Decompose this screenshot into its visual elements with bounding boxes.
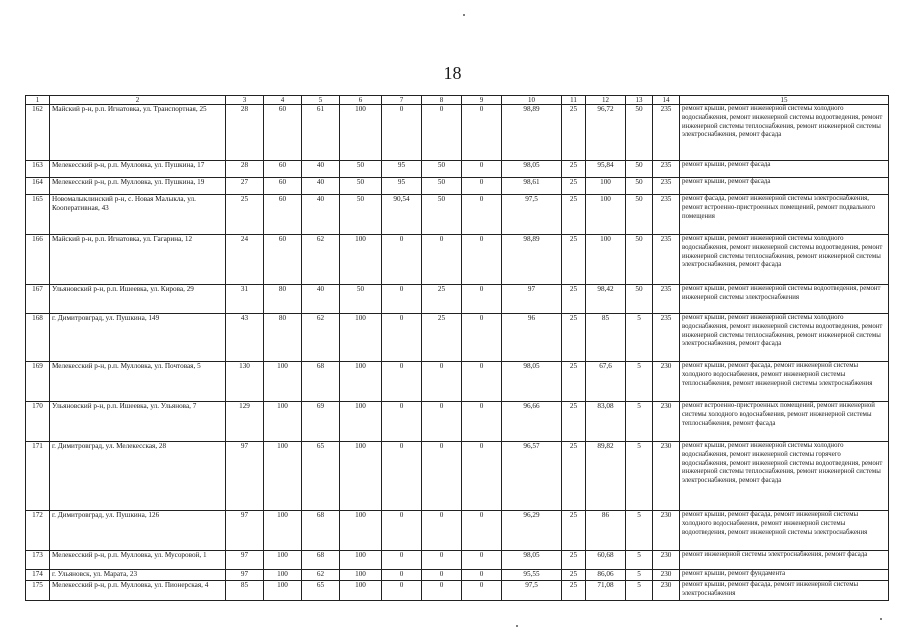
value-cell: 86 (586, 511, 626, 551)
value-cell: 0 (462, 195, 502, 235)
value-cell: 50 (340, 161, 382, 178)
value-cell: 50 (422, 161, 462, 178)
column-header: 13 (626, 96, 653, 105)
column-header: 12 (586, 96, 626, 105)
column-header: 10 (502, 96, 562, 105)
value-cell: 25 (562, 511, 586, 551)
value-cell: 100 (264, 402, 302, 442)
value-cell: 25 (562, 402, 586, 442)
value-cell: 0 (382, 511, 422, 551)
value-cell: 95 (382, 178, 422, 195)
value-cell: 130 (226, 362, 264, 402)
row-number: 168 (26, 314, 50, 362)
value-cell: 97 (226, 511, 264, 551)
value-cell: 85 (226, 581, 264, 601)
value-cell: 0 (422, 402, 462, 442)
value-cell: 69 (302, 402, 340, 442)
value-cell: 230 (653, 570, 680, 581)
row-number: 163 (26, 161, 50, 178)
value-cell: 5 (626, 314, 653, 362)
value-cell: 31 (226, 285, 264, 314)
value-cell: 235 (653, 178, 680, 195)
value-cell: 0 (462, 235, 502, 285)
value-cell: 80 (264, 285, 302, 314)
value-cell: 80 (264, 314, 302, 362)
value-cell: 100 (340, 442, 382, 511)
value-cell: 40 (302, 195, 340, 235)
table-row (26, 105, 889, 161)
address-cell: г. Димитровград, ул. Мелекесская, 28 (50, 442, 226, 511)
value-cell: 0 (422, 511, 462, 551)
value-cell: 100 (340, 235, 382, 285)
works-cell: ремонт встроенно-пристроенных помещений, ремонт инженерной системы холодного водоснабжения, ремонт инженерной системы теплоснабжения, ремонт фасада (680, 402, 889, 442)
value-cell: 235 (653, 195, 680, 235)
row-number: 167 (26, 285, 50, 314)
value-cell: 0 (462, 511, 502, 551)
column-header: 9 (462, 96, 502, 105)
value-cell: 50 (422, 178, 462, 195)
value-cell: 97 (226, 570, 264, 581)
value-cell: 25 (562, 314, 586, 362)
works-cell: ремонт фасада, ремонт инженерной системы электроснабжения, ремонт встроенно-пристроенных помещений, ремонт подвального помещения (680, 195, 889, 235)
column-header: 11 (562, 96, 586, 105)
value-cell: 235 (653, 285, 680, 314)
value-cell: 85 (586, 314, 626, 362)
value-cell: 60 (264, 105, 302, 161)
value-cell: 0 (462, 105, 502, 161)
value-cell: 96,72 (586, 105, 626, 161)
value-cell: 65 (302, 581, 340, 601)
address-cell: г. Ульяновск, ул. Марата, 23 (50, 570, 226, 581)
value-cell: 68 (302, 551, 340, 570)
value-cell: 0 (422, 235, 462, 285)
value-cell: 98,05 (502, 551, 562, 570)
table-row (26, 195, 889, 235)
value-cell: 86,06 (586, 570, 626, 581)
address-cell: Ульяновский р-н, р.п. Ишеевка, ул. Кирова, 29 (50, 285, 226, 314)
column-header: 15 (680, 96, 889, 105)
value-cell: 100 (340, 105, 382, 161)
value-cell: 100 (264, 581, 302, 601)
works-cell: ремонт крыши, ремонт фасада, ремонт инженерной системы электроснабжения (680, 581, 889, 601)
value-cell: 50 (422, 195, 462, 235)
value-cell: 0 (382, 442, 422, 511)
row-number: 170 (26, 402, 50, 442)
value-cell: 62 (302, 570, 340, 581)
value-cell: 95 (382, 161, 422, 178)
value-cell: 68 (302, 362, 340, 402)
value-cell: 0 (462, 362, 502, 402)
value-cell: 25 (562, 581, 586, 601)
value-cell: 25 (562, 551, 586, 570)
value-cell: 100 (340, 551, 382, 570)
value-cell: 100 (586, 195, 626, 235)
value-cell: 5 (626, 442, 653, 511)
table-row (26, 161, 889, 178)
works-cell: ремонт инженерной системы электроснабжения, ремонт фасада (680, 551, 889, 570)
value-cell: 97,5 (502, 195, 562, 235)
value-cell: 100 (264, 362, 302, 402)
value-cell: 50 (626, 285, 653, 314)
value-cell: 0 (422, 442, 462, 511)
value-cell: 100 (340, 362, 382, 402)
value-cell: 230 (653, 551, 680, 570)
page-number: 18 (443, 63, 462, 83)
value-cell: 100 (586, 235, 626, 285)
value-cell: 5 (626, 581, 653, 601)
value-cell: 25 (422, 285, 462, 314)
column-header: 1 (26, 96, 50, 105)
works-cell: ремонт крыши, ремонт инженерной системы холодного водоснабжения, ремонт инженерной системы водоотведения, ремонт инженерной системы теплоснабжения, ремонт инженерной системы электроснабжения, ремонт фасада (680, 314, 889, 362)
value-cell: 0 (462, 442, 502, 511)
value-cell: 25 (562, 442, 586, 511)
value-cell: 0 (382, 581, 422, 601)
value-cell: 95,84 (586, 161, 626, 178)
address-cell: г. Димитровград, ул. Пушкина, 126 (50, 511, 226, 551)
address-cell: Мелекесский р-н, р.п. Мулловка, ул. Пушкина, 19 (50, 178, 226, 195)
value-cell: 89,82 (586, 442, 626, 511)
table-row (26, 402, 889, 442)
value-cell: 50 (626, 161, 653, 178)
value-cell: 100 (264, 570, 302, 581)
value-cell: 24 (226, 235, 264, 285)
column-header: 5 (302, 96, 340, 105)
value-cell: 62 (302, 235, 340, 285)
table-row (26, 362, 889, 402)
value-cell: 100 (340, 511, 382, 551)
value-cell: 0 (382, 362, 422, 402)
value-cell: 230 (653, 581, 680, 601)
value-cell: 90,54 (382, 195, 422, 235)
value-cell: 0 (382, 105, 422, 161)
address-cell: Майский р-н, р.п. Игнатовка, ул. Транспортная, 25 (50, 105, 226, 161)
value-cell: 5 (626, 551, 653, 570)
row-number: 169 (26, 362, 50, 402)
table-row (26, 314, 889, 362)
column-header: 6 (340, 96, 382, 105)
value-cell: 25 (226, 195, 264, 235)
value-cell: 0 (422, 551, 462, 570)
table-row (26, 235, 889, 285)
table-row (26, 285, 889, 314)
value-cell: 60 (264, 235, 302, 285)
value-cell: 98,89 (502, 105, 562, 161)
value-cell: 0 (382, 551, 422, 570)
address-cell: Ульяновский р-н, р.п. Ишеевка, ул. Ульянова, 7 (50, 402, 226, 442)
value-cell: 50 (340, 178, 382, 195)
value-cell: 100 (586, 178, 626, 195)
value-cell: 83,08 (586, 402, 626, 442)
value-cell: 0 (382, 235, 422, 285)
value-cell: 28 (226, 105, 264, 161)
value-cell: 129 (226, 402, 264, 442)
value-cell: 230 (653, 442, 680, 511)
works-cell: ремонт крыши, ремонт инженерной системы холодного водоснабжения, ремонт инженерной системы горячего водоснабжения, ремонт инженерной системы водоотведения, ремонт инженерной системы теплоснабжения, ремонт инженерной системы электроснабжения, ремонт фасада (680, 442, 889, 511)
row-number: 171 (26, 442, 50, 511)
value-cell: 0 (382, 570, 422, 581)
value-cell: 0 (422, 362, 462, 402)
value-cell: 96,29 (502, 511, 562, 551)
value-cell: 25 (562, 105, 586, 161)
value-cell: 230 (653, 362, 680, 402)
value-cell: 50 (626, 195, 653, 235)
value-cell: 235 (653, 161, 680, 178)
works-cell: ремонт крыши, ремонт фундамента (680, 570, 889, 581)
value-cell: 98,05 (502, 161, 562, 178)
value-cell: 67,6 (586, 362, 626, 402)
works-cell: ремонт крыши, ремонт инженерной системы холодного водоснабжения, ремонт инженерной системы водоотведения, ремонт инженерной системы теплоснабжения, ремонт инженерной системы электроснабжения, ремонт фасада (680, 105, 889, 161)
value-cell: 5 (626, 511, 653, 551)
value-cell: 0 (462, 161, 502, 178)
address-cell: г. Димитровград, ул. Пушкина, 149 (50, 314, 226, 362)
row-number: 175 (26, 581, 50, 601)
value-cell: 96,66 (502, 402, 562, 442)
column-header-row (26, 96, 889, 105)
scan-speck (463, 14, 465, 16)
row-number: 165 (26, 195, 50, 235)
scan-speck (516, 625, 518, 627)
works-cell: ремонт крыши, ремонт инженерной системы холодного водоснабжения, ремонт инженерной системы водоотведения, ремонт инженерной системы теплоснабжения, ремонт инженерной системы электроснабжения, ремонт фасада (680, 235, 889, 285)
value-cell: 25 (562, 570, 586, 581)
value-cell: 97 (226, 442, 264, 511)
row-number: 174 (26, 570, 50, 581)
value-cell: 100 (340, 570, 382, 581)
address-cell: Майский р-н, р.п. Игнатовка, ул. Гагарина, 12 (50, 235, 226, 285)
works-cell: ремонт крыши, ремонт фасада (680, 161, 889, 178)
value-cell: 62 (302, 314, 340, 362)
table-row (26, 511, 889, 551)
value-cell: 68 (302, 511, 340, 551)
value-cell: 97,5 (502, 581, 562, 601)
value-cell: 40 (302, 178, 340, 195)
table-row (26, 442, 889, 511)
works-cell: ремонт крыши, ремонт фасада, ремонт инженерной системы холодного водоснабжения, ремонт инженерной системы водоотведения, ремонт инженерной системы электроснабжения (680, 511, 889, 551)
value-cell: 100 (264, 511, 302, 551)
value-cell: 97 (502, 285, 562, 314)
value-cell: 5 (626, 402, 653, 442)
address-cell: Новомалыклинский р-н, с. Новая Малыкла, ул. Кооперативная, 43 (50, 195, 226, 235)
value-cell: 0 (382, 285, 422, 314)
column-header: 3 (226, 96, 264, 105)
value-cell: 97 (226, 551, 264, 570)
value-cell: 61 (302, 105, 340, 161)
value-cell: 96 (502, 314, 562, 362)
row-number: 166 (26, 235, 50, 285)
value-cell: 98,89 (502, 235, 562, 285)
value-cell: 235 (653, 314, 680, 362)
value-cell: 0 (462, 178, 502, 195)
value-cell: 25 (562, 178, 586, 195)
value-cell: 0 (422, 105, 462, 161)
table-row (26, 570, 889, 581)
value-cell: 27 (226, 178, 264, 195)
value-cell: 60 (264, 195, 302, 235)
column-header: 8 (422, 96, 462, 105)
value-cell: 98,05 (502, 362, 562, 402)
column-header: 14 (653, 96, 680, 105)
value-cell: 100 (264, 551, 302, 570)
value-cell: 60 (264, 161, 302, 178)
value-cell: 43 (226, 314, 264, 362)
address-cell: Мелекесский р-н, р.п. Мулловка, ул. Пионерская, 4 (50, 581, 226, 601)
value-cell: 25 (562, 161, 586, 178)
value-cell: 100 (340, 314, 382, 362)
value-cell: 25 (562, 235, 586, 285)
table-row (26, 581, 889, 601)
column-header: 4 (264, 96, 302, 105)
value-cell: 25 (422, 314, 462, 362)
value-cell: 0 (462, 314, 502, 362)
row-number: 162 (26, 105, 50, 161)
value-cell: 25 (562, 362, 586, 402)
value-cell: 25 (562, 195, 586, 235)
address-cell: Мелекесский р-н, р.п. Мулловка, ул. Почтовая, 5 (50, 362, 226, 402)
value-cell: 235 (653, 235, 680, 285)
value-cell: 100 (264, 442, 302, 511)
scan-speck (880, 618, 882, 620)
works-cell: ремонт крыши, ремонт фасада, ремонт инженерной системы холодного водоснабжения, ремонт инженерной системы теплоснабжения, ремонт инженерной системы электроснабжения (680, 362, 889, 402)
value-cell: 60 (264, 178, 302, 195)
repair-schedule-table (25, 95, 889, 601)
works-cell: ремонт крыши, ремонт фасада (680, 178, 889, 195)
address-cell: Мелекесский р-н, р.п. Мулловка, ул. Пушкина, 17 (50, 161, 226, 178)
value-cell: 60,68 (586, 551, 626, 570)
value-cell: 0 (462, 551, 502, 570)
value-cell: 95,55 (502, 570, 562, 581)
value-cell: 65 (302, 442, 340, 511)
value-cell: 0 (382, 402, 422, 442)
value-cell: 0 (462, 285, 502, 314)
value-cell: 50 (626, 105, 653, 161)
value-cell: 71,08 (586, 581, 626, 601)
value-cell: 50 (340, 285, 382, 314)
value-cell: 230 (653, 402, 680, 442)
column-header: 7 (382, 96, 422, 105)
value-cell: 50 (340, 195, 382, 235)
value-cell: 0 (462, 570, 502, 581)
value-cell: 5 (626, 570, 653, 581)
value-cell: 98,42 (586, 285, 626, 314)
value-cell: 96,57 (502, 442, 562, 511)
value-cell: 40 (302, 285, 340, 314)
table-row (26, 551, 889, 570)
value-cell: 100 (340, 402, 382, 442)
value-cell: 50 (626, 178, 653, 195)
value-cell: 50 (626, 235, 653, 285)
value-cell: 28 (226, 161, 264, 178)
value-cell: 40 (302, 161, 340, 178)
value-cell: 98,61 (502, 178, 562, 195)
value-cell: 0 (462, 402, 502, 442)
value-cell: 0 (422, 570, 462, 581)
table-row (26, 178, 889, 195)
row-number: 173 (26, 551, 50, 570)
value-cell: 0 (382, 314, 422, 362)
row-number: 164 (26, 178, 50, 195)
value-cell: 0 (462, 581, 502, 601)
value-cell: 230 (653, 511, 680, 551)
row-number: 172 (26, 511, 50, 551)
value-cell: 5 (626, 362, 653, 402)
works-cell: ремонт крыши, ремонт инженерной системы водоотведения, ремонт инженерной системы электроснабжения (680, 285, 889, 314)
value-cell: 100 (340, 581, 382, 601)
value-cell: 25 (562, 285, 586, 314)
value-cell: 0 (422, 581, 462, 601)
value-cell: 235 (653, 105, 680, 161)
column-header: 2 (50, 96, 226, 105)
address-cell: Мелекесский р-н, р.п. Мулловка, ул. Мусоровой, 1 (50, 551, 226, 570)
